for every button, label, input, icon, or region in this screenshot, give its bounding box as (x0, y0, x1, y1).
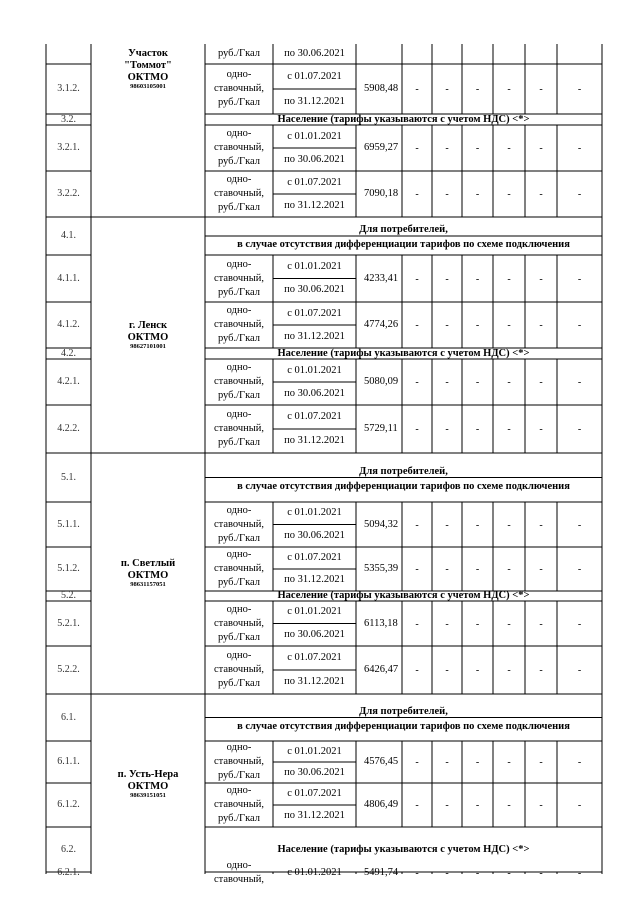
empty-cell-dash: - (415, 564, 419, 575)
tariff-period-start: с 01.01.2021 (287, 130, 342, 142)
tariff-unit-line: одно- (226, 742, 252, 753)
oktmo-code: 98603105001 (130, 83, 166, 90)
tariff-unit-line: ставочный, (213, 874, 265, 885)
tariff-value: 4806,49 (364, 799, 399, 810)
empty-cell-dash: - (475, 868, 480, 879)
tariff-period-start: с 01.01.2021 (287, 867, 342, 878)
section-header-line: Для потребителей, (359, 465, 448, 477)
place-name-line: ОКТМО (127, 780, 169, 792)
row-number: 4.1.2. (57, 319, 80, 330)
empty-cell-dash: - (475, 618, 480, 630)
empty-cell-dash: - (475, 189, 480, 200)
empty-cell-dash: - (539, 564, 543, 575)
tariff-unit-line: ставочный, (213, 142, 265, 153)
empty-cell-dash: - (415, 519, 419, 531)
tariff-unit-line: руб./Гкал (217, 437, 261, 448)
tariff-value: 5355,39 (364, 563, 399, 574)
tariff-period-end: по 31.12.2021 (284, 810, 345, 821)
empty-cell-dash: - (415, 143, 419, 154)
empty-cell-dash: - (577, 618, 582, 630)
tariff-unit-line: ставочный, (213, 617, 265, 629)
empty-cell-dash: - (415, 800, 419, 811)
empty-cell-dash: - (415, 273, 419, 285)
empty-cell-dash: - (507, 320, 511, 331)
empty-cell-dash: - (445, 618, 449, 630)
empty-cell-dash: - (539, 618, 543, 630)
tariff-period-end: по 30.06.2021 (284, 153, 345, 165)
row-number: 3.2.2. (57, 188, 80, 199)
empty-cell-dash: - (475, 320, 480, 331)
tariff-unit: руб./Гкал (217, 48, 261, 59)
tariff-table (46, 44, 602, 885)
empty-cell-dash: - (507, 757, 511, 768)
place-name-line: п. Усть-Нера (117, 768, 179, 780)
empty-cell-dash: - (507, 564, 511, 575)
tariff-period-start: с 01.07.2021 (287, 552, 342, 563)
empty-cell-dash: - (415, 377, 419, 388)
empty-cell-dash: - (475, 800, 480, 811)
section-header: Население (тарифы указываются с учетом НДС) <*> (277, 113, 530, 125)
empty-cell-dash: - (539, 665, 543, 676)
row-number: 4.2.2. (57, 423, 80, 434)
empty-cell-dash: - (445, 84, 449, 95)
tariff-period-end: по 30.06.2021 (284, 628, 345, 640)
tariff-period: по 30.06.2021 (284, 48, 345, 59)
tariff-unit-line: одно- (226, 258, 252, 270)
empty-cell-dash: - (539, 320, 543, 331)
empty-cell-dash: - (507, 424, 511, 435)
empty-cell-dash: - (415, 618, 419, 630)
section-header-line: в случае отсутствия дифференциации тарифов по схеме подключения (237, 720, 570, 732)
tariff-value: 7090,18 (364, 188, 399, 199)
empty-cell-dash: - (539, 273, 543, 285)
tariff-unit-line: руб./Гкал (217, 813, 261, 824)
empty-cell-dash: - (415, 757, 419, 768)
empty-cell-dash: - (445, 143, 449, 154)
empty-cell-dash: - (539, 84, 543, 95)
tariff-period-start: с 01.07.2021 (287, 652, 342, 663)
tariff-period-start: с 01.01.2021 (287, 507, 342, 519)
empty-cell-dash: - (539, 800, 543, 811)
tariff-period-start: с 01.07.2021 (287, 307, 342, 319)
section-header-line: в случае отсутствия дифференциации тарифов по схеме подключения (237, 239, 570, 250)
empty-cell-dash: - (507, 665, 511, 676)
row-number: 4.2.1. (57, 376, 80, 387)
empty-cell-dash: - (475, 143, 480, 154)
empty-cell-dash: - (475, 757, 480, 768)
tariff-unit-line: ставочный, (213, 83, 265, 94)
tariff-unit-line: ставочный, (213, 376, 265, 387)
empty-cell-dash: - (507, 800, 511, 811)
empty-cell-dash: - (539, 757, 543, 768)
tariff-value: 6113,18 (364, 617, 398, 629)
section-header-line: Для потребителей, (359, 224, 448, 235)
row-number: 4.1.1. (57, 272, 80, 284)
empty-cell-dash: - (445, 189, 449, 200)
tariff-unit-line: ставочный, (213, 319, 265, 330)
tariff-period-end: по 31.12.2021 (284, 199, 345, 211)
empty-cell-dash: - (475, 564, 480, 575)
place-name-line: ОКТМО (127, 570, 169, 581)
empty-cell-dash: - (445, 273, 449, 285)
empty-cell-dash: - (539, 143, 543, 154)
place-name-line: ОКТМО (127, 72, 169, 83)
empty-cell-dash: - (475, 665, 480, 676)
tariff-unit-line: руб./Гкал (217, 532, 261, 544)
empty-cell-dash: - (507, 189, 511, 200)
tariff-period-end: по 31.12.2021 (284, 676, 345, 687)
row-number: 4.2. (61, 347, 76, 359)
row-number: 6.1.1. (57, 756, 80, 767)
row-number: 5.2.1. (57, 617, 80, 629)
tariff-value: 6426,47 (364, 664, 399, 675)
section-header: Население (тарифы указываются с учетом НДС) <*> (277, 843, 530, 855)
row-number: 6.2. (61, 843, 76, 855)
empty-cell-dash: - (577, 143, 582, 154)
tariff-unit-line: одно- (226, 603, 252, 615)
place-name-line: "Томмот" (124, 60, 172, 71)
empty-cell-dash: - (507, 377, 511, 388)
empty-cell-dash: - (445, 868, 449, 879)
empty-cell-dash: - (577, 189, 582, 200)
tariff-value: 4774,26 (364, 319, 399, 330)
empty-cell-dash: - (507, 868, 511, 879)
tariff-unit-line: руб./Гкал (217, 202, 261, 213)
tariff-unit-line: одно- (226, 549, 252, 560)
tariff-period-start: с 01.07.2021 (287, 70, 342, 82)
tariff-period-start: с 01.01.2021 (287, 745, 342, 757)
empty-cell-dash: - (507, 273, 511, 285)
oktmo-code: 98639151051 (130, 791, 166, 799)
tariff-unit-line: одно- (226, 69, 252, 80)
tariff-period-end: по 30.06.2021 (284, 284, 345, 296)
oktmo-code: 98627101001 (130, 342, 166, 350)
tariff-unit-line: одно- (226, 174, 252, 185)
row-number: 5.2. (61, 590, 76, 601)
empty-cell-dash: - (577, 320, 582, 331)
row-number: 5.1.2. (57, 563, 80, 574)
tariff-unit-line: одно- (226, 362, 252, 373)
tariff-period-end: по 30.06.2021 (284, 766, 345, 778)
tariff-unit-line: руб./Гкал (217, 333, 261, 344)
tariff-unit-line: руб./Гкал (217, 390, 261, 401)
empty-cell-dash: - (539, 519, 543, 531)
tariff-unit-line: ставочный, (213, 188, 265, 199)
tariff-period-start: с 01.07.2021 (287, 411, 342, 422)
tariff-unit-line: одно- (226, 860, 252, 871)
empty-cell-dash: - (539, 377, 543, 388)
section-header-line: в случае отсутствия дифференциации тарифов по схеме подключения (237, 480, 570, 492)
empty-cell-dash: - (577, 757, 582, 768)
tariff-value: 5094,32 (364, 518, 399, 530)
tariff-period-start: с 01.01.2021 (287, 606, 342, 618)
empty-cell-dash: - (415, 424, 419, 435)
empty-cell-dash: - (445, 320, 449, 331)
empty-cell-dash: - (539, 868, 543, 879)
tariff-unit-line: руб./Гкал (217, 156, 261, 167)
tariff-unit-line: ставочный, (213, 664, 265, 675)
tariff-unit-line: ставочный, (213, 423, 265, 434)
empty-cell-dash: - (445, 519, 449, 531)
tariff-unit-line: одно- (226, 785, 252, 796)
tariff-period-end: по 31.12.2021 (284, 435, 345, 446)
empty-cell-dash: - (415, 189, 419, 200)
tariff-period-end: по 31.12.2021 (284, 95, 345, 107)
tariff-value: 5491,74 (364, 867, 399, 878)
empty-cell-dash: - (539, 189, 543, 200)
section-header-line: Для потребителей, (359, 705, 448, 717)
row-number: 5.1.1. (57, 518, 80, 530)
empty-cell-dash: - (539, 424, 543, 435)
empty-cell-dash: - (577, 273, 582, 285)
place-name-line: ОКТМО (127, 331, 169, 343)
tariff-period-start: с 01.01.2021 (287, 364, 342, 376)
empty-cell-dash: - (445, 665, 449, 676)
place-name-line: г. Ленск (128, 319, 167, 331)
tariff-unit-line: руб./Гкал (217, 286, 261, 298)
tariff-value: 5908,48 (364, 83, 399, 94)
row-number: 3.2.1. (57, 142, 80, 153)
empty-cell-dash: - (445, 424, 449, 435)
empty-cell-dash: - (415, 84, 419, 95)
section-header: Население (тарифы указываются с учетом НДС) <*> (277, 590, 530, 601)
empty-cell-dash: - (475, 273, 480, 285)
empty-cell-dash: - (577, 377, 582, 388)
tariff-period-end: по 31.12.2021 (284, 330, 345, 342)
tariff-unit-line: руб./Гкал (217, 97, 261, 108)
empty-cell-dash: - (577, 665, 582, 676)
tariff-value: 4233,41 (364, 272, 399, 284)
tariff-unit-line: ставочный, (213, 563, 265, 574)
tariff-value: 5729,11 (364, 423, 398, 434)
empty-cell-dash: - (507, 519, 511, 531)
tariff-unit-line: одно- (226, 305, 252, 316)
tariff-period-start: с 01.07.2021 (287, 788, 342, 799)
row-number: 6.2.1. (57, 867, 80, 878)
tariff-period-end: по 30.06.2021 (284, 529, 345, 541)
empty-cell-dash: - (475, 84, 480, 95)
tariff-unit-line: руб./Гкал (217, 577, 261, 588)
tariff-period-end: по 30.06.2021 (284, 387, 345, 399)
place-name-line: Участок (128, 48, 168, 59)
empty-cell-dash: - (577, 868, 582, 879)
row-number: 6.1. (61, 711, 76, 723)
empty-cell-dash: - (577, 84, 582, 95)
tariff-value: 4576,45 (364, 756, 399, 767)
empty-cell-dash: - (445, 377, 449, 388)
empty-cell-dash: - (475, 424, 480, 435)
empty-cell-dash: - (577, 424, 582, 435)
empty-cell-dash: - (445, 800, 449, 811)
place-name-line: п. Светлый (120, 558, 176, 569)
empty-cell-dash: - (577, 519, 582, 531)
tariff-unit-line: ставочный, (213, 518, 265, 530)
tariff-value: 5080,09 (364, 376, 399, 387)
row-number: 3.2. (61, 113, 76, 125)
section-header: Население (тарифы указываются с учетом НДС) <*> (277, 347, 530, 359)
tariff-period-end: по 31.12.2021 (284, 574, 345, 585)
empty-cell-dash: - (507, 143, 511, 154)
tariff-unit-line: одно- (226, 504, 252, 516)
tariff-unit-line: ставочный, (213, 799, 265, 810)
tariff-unit-line: одно- (226, 650, 252, 661)
empty-cell-dash: - (445, 757, 449, 768)
row-number: 3.1.2. (57, 83, 80, 94)
row-number: 5.2.2. (57, 664, 80, 675)
tariff-unit-line: ставочный, (213, 756, 265, 767)
tariff-unit-line: руб./Гкал (217, 678, 261, 689)
row-number: 6.1.2. (57, 799, 80, 810)
empty-cell-dash: - (577, 800, 582, 811)
empty-cell-dash: - (507, 618, 511, 630)
tariff-unit-line: ставочный, (213, 272, 265, 284)
tariff-unit-line: руб./Гкал (217, 770, 261, 781)
empty-cell-dash: - (475, 377, 480, 388)
row-number: 4.1. (61, 230, 76, 241)
row-number: 5.1. (61, 471, 76, 483)
oktmo-code: 98631157051 (130, 581, 166, 588)
empty-cell-dash: - (415, 320, 419, 331)
tariff-unit-line: одно- (226, 128, 252, 139)
empty-cell-dash: - (415, 868, 419, 879)
empty-cell-dash: - (475, 519, 480, 531)
tariff-unit-line: одно- (226, 409, 252, 420)
tariff-period-start: с 01.07.2021 (287, 176, 342, 188)
empty-cell-dash: - (445, 564, 449, 575)
tariff-unit-line: руб./Гкал (217, 631, 261, 643)
empty-cell-dash: - (577, 564, 582, 575)
tariff-value: 6959,27 (364, 142, 399, 153)
empty-cell-dash: - (507, 84, 511, 95)
empty-cell-dash: - (415, 665, 419, 676)
tariff-period-start: с 01.01.2021 (287, 260, 342, 272)
